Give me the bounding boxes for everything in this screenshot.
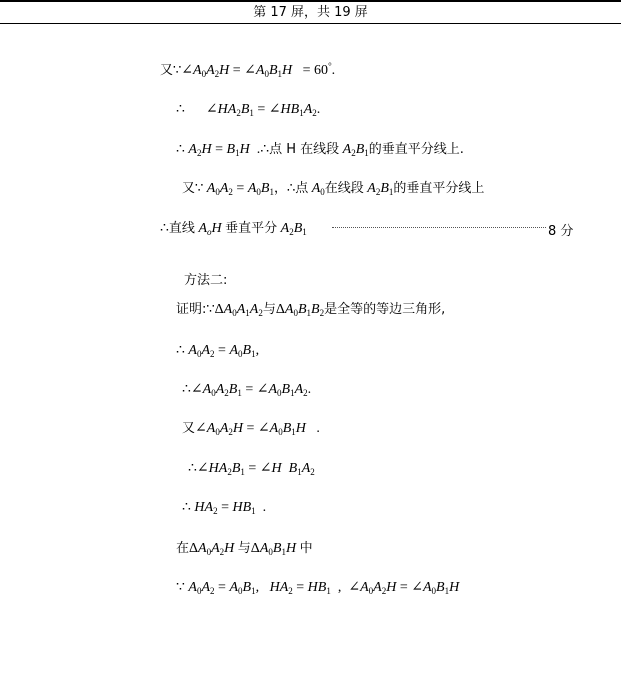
proof-line-7: 证明$:\because\Delta A_0A_1A_2$与$\Delta A_0B_1B_2$是全等的等边三角形, bbox=[176, 302, 446, 318]
proof-line-5: ∴直线 $A_oH$ 垂直平分 $A_2B_1$ bbox=[160, 221, 307, 237]
perp-bisector-label: 的垂直平分线上 bbox=[393, 181, 485, 196]
you-label: 又 bbox=[182, 421, 196, 436]
therefore-symbol: ∴ bbox=[176, 102, 185, 117]
method-two-heading: 方法二: bbox=[184, 273, 228, 288]
page-indicator: 第 17 屏，共 19 屏 bbox=[253, 5, 368, 20]
proof-line-12: ∴ $HA_2 = HB_1$ . bbox=[182, 500, 267, 516]
therefore-symbol: ∴ bbox=[176, 142, 185, 157]
dotted-leader bbox=[332, 227, 546, 228]
proof-line-9: $\therefore\angle A_0A_2B_1$ = $\angle A_0B_1A_2$. bbox=[182, 382, 312, 398]
in-word: 在 bbox=[176, 541, 190, 556]
line-word: 直线 bbox=[168, 221, 195, 236]
because-symbol: ∵ bbox=[176, 580, 185, 595]
comma-therefore-dot-label: ，∴点 bbox=[273, 181, 309, 196]
therefore-symbol: ∴ bbox=[160, 221, 169, 236]
and-word: 与 bbox=[262, 302, 276, 317]
proof-line-4: 又∵ $A_0A_2 = A_0B_1$，∴点 $A_0$在线段 $A_2B_1$的垂直平分线上 bbox=[182, 181, 485, 197]
therefore-symbol: ∴ bbox=[182, 382, 191, 397]
proof-line-1: 又$\because\angle A_0A_2H$ = $\angle A_0B_1H = 60^\circ$. bbox=[160, 61, 336, 79]
proof-line-8: ∴ $A_0A_2 = A_0B_1$, bbox=[176, 343, 260, 359]
therefore-symbol: ∴ bbox=[188, 461, 197, 476]
proof-label: 证明:∵ bbox=[176, 302, 215, 317]
you-because-label: 又∵ bbox=[160, 63, 182, 78]
page-header bbox=[0, 0, 621, 24]
congruent-label: 是全等的等边三角形, bbox=[324, 302, 446, 317]
therefore-symbol: ∴ bbox=[182, 500, 191, 515]
perp-bisect-word: 垂直平分 bbox=[225, 221, 278, 236]
proof-line-10: 又$\angle A_0A_2H$ = $\angle A_0B_1H$ . bbox=[182, 421, 320, 437]
dot-h-on-segment-label: 点 H 在线段 bbox=[269, 142, 340, 157]
and-word: 与 bbox=[237, 541, 251, 556]
proof-line-3: ∴ $A_2H = B_1H$ .∴点 H 在线段 $A_2B_1$的垂直平分线上. bbox=[176, 142, 464, 158]
on-segment-label: 在线段 bbox=[324, 181, 364, 196]
proof-line-13: 在$\Delta A_0A_2H$ 与$\Delta A_0B_1H$ 中 bbox=[176, 541, 313, 557]
proof-line-14: ∵ $A_0A_2 = A_0B_1$, $HA_2 = HB_1$ , $\angle A_0A_2H$ = $\angle A_0B_1H$ bbox=[176, 580, 460, 596]
score-label: 8 分 bbox=[548, 224, 574, 239]
you-because-label: 又∵ bbox=[182, 181, 204, 196]
middle-word: 中 bbox=[299, 541, 313, 556]
perp-bisector-label: 的垂直平分线上. bbox=[368, 142, 464, 157]
therefore-symbol: ∴ bbox=[260, 142, 270, 157]
therefore-symbol: ∴ bbox=[176, 343, 185, 358]
proof-line-2: ∴ $\angle HA_2B_1$ = $\angle HB_1A_2$. bbox=[176, 102, 321, 118]
proof-line-11: $\therefore\angle HA_2B_1$ = ∠H $B_1A_2$ bbox=[188, 461, 315, 477]
